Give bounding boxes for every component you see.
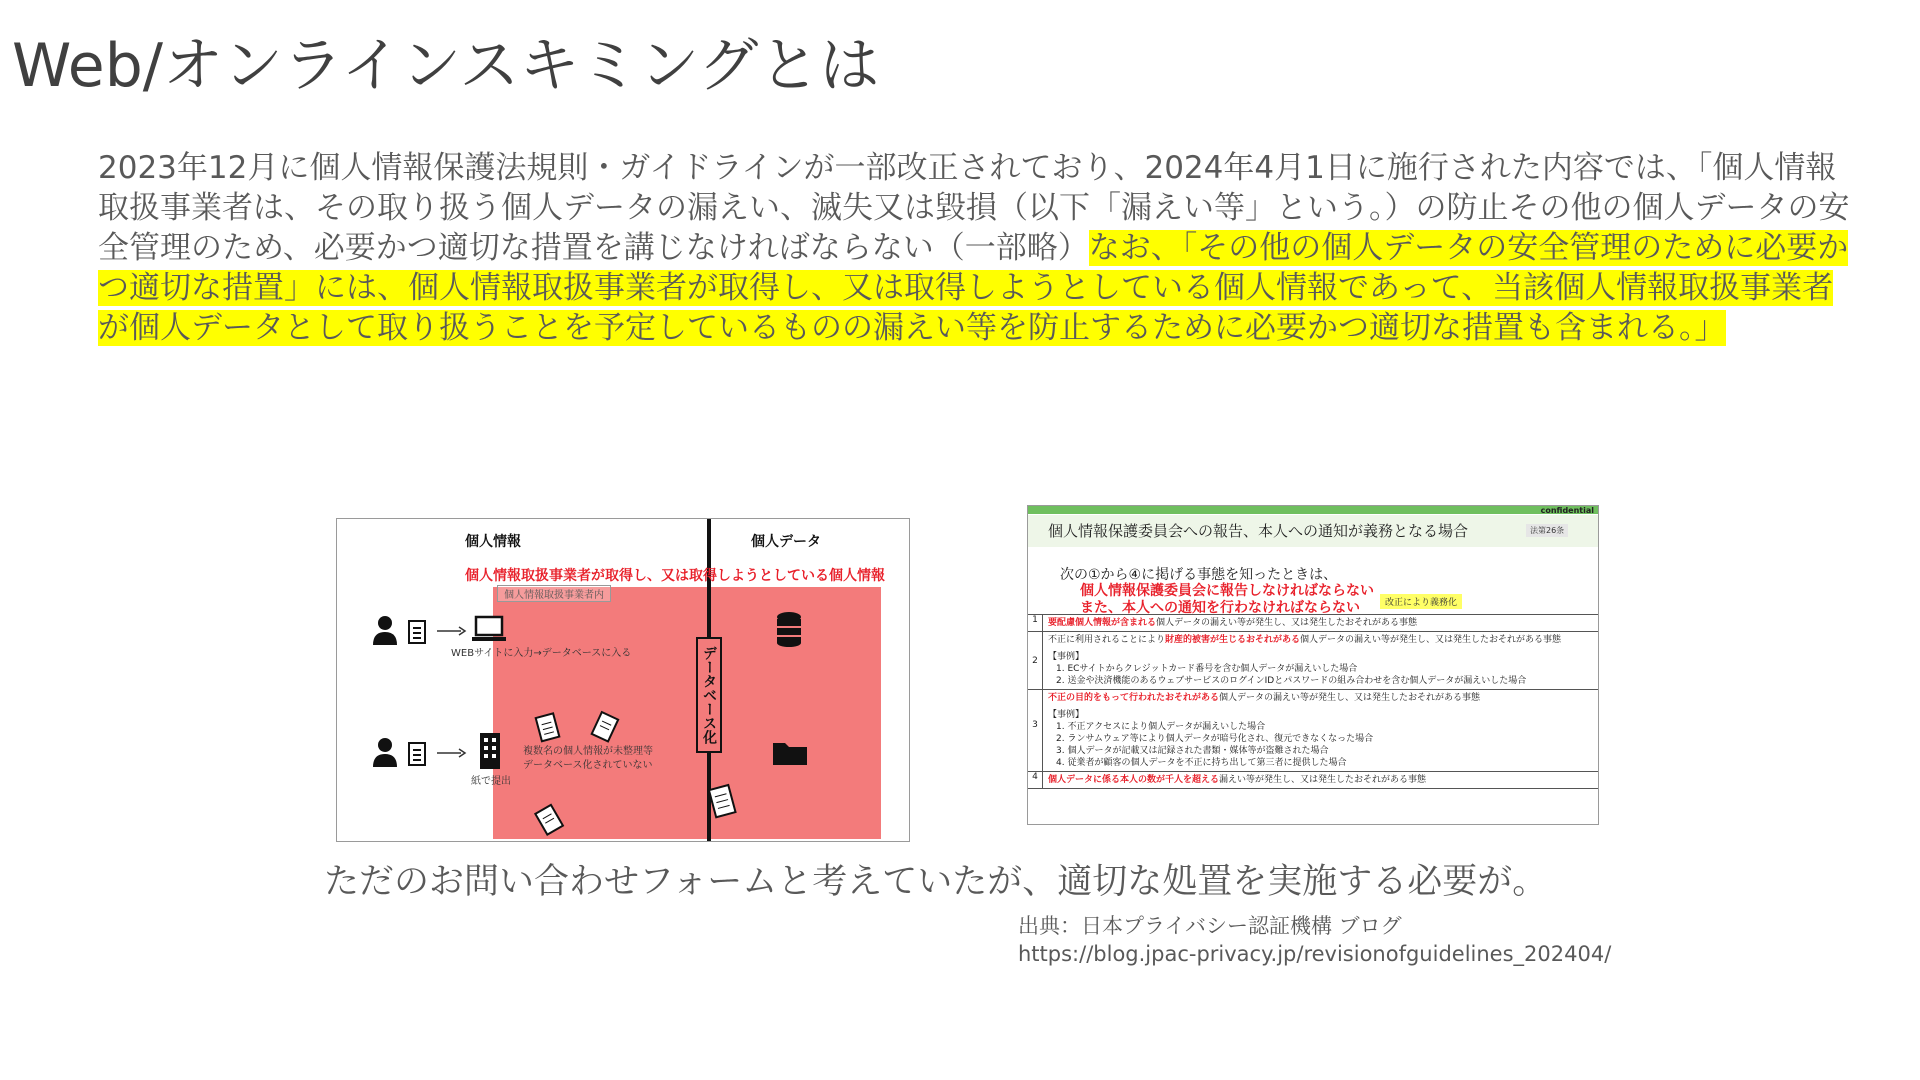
flow2-label: 紙で提出 [471,776,511,787]
arrow-right-icon-2 [437,747,467,759]
building-icon [477,731,503,771]
person-document-icon [371,615,431,647]
slide-caption: ただのお問い合わせフォームと考えていたが、適切な処置を実施する必要が。 [324,862,1548,902]
confidential-label: confidential [1540,506,1594,515]
body-paragraph [98,148,1850,348]
page-title: Web/オンラインスキミングとは [12,31,880,101]
figure-red-title: 個人情報取扱事業者が取得し、又は取得しようとしている個人情報 [465,568,885,584]
figure-report-obligation [1027,505,1599,825]
arrow-right-icon [437,625,467,637]
source-url: https://blog.jpac-privacy.jp/revisionofguidelines_202404/ [1018,942,1612,966]
person-document-icon-2 [371,737,431,769]
body-text-plain: 2023年12月に個人情報保護法規則・ガイドラインが一部改正されており、2024年4月1日に施行された内容では、「個人情報取扱事業者は、その取り扱う個人データの漏えい、滅失又は毀損（以下「漏えい等」という。）の防止その他の個人データの安全管理のため、必要かつ適切な措置を講じなければならない（一部略） [98,150,1850,266]
table-row: 2 不正に利用されることにより財産的被害が生じるおそれがある個人データの漏えい等が発生し、又は発生したおそれがある事態 【事例】 1. ECサイトからクレジットカード番号を含む個人データが漏えいした場合 2. 送金や決済機能のあるウェブサービスのログインIDとパスワードの組み合わせを含む個人データが漏えいした場合 [1028,632,1598,690]
figure-lead-text: 次の①から④に掲げる事態を知ったときは、 [1060,567,1338,583]
figure-red-line-1: 個人情報保護委員会に報告しなければならない [1080,583,1374,599]
database-icon [775,611,803,647]
laptop-icon [471,615,507,645]
header-personal-data: 個人データ [751,534,821,550]
source-citation [1018,912,1611,968]
figure-heading: 個人情報保護委員会への報告、本人への通知が義務となる場合 [1048,522,1469,540]
header-personal-info: 個人情報 [465,534,521,550]
table-row: 3 不正の目的をもって行われたおそれがある個人データの漏えい等が発生し、又は発生したおそれがある事態 【事例】 1. 不正アクセスにより個人データが漏えいした場合 2. ランサムウェア等により個人データが暗号化され、復元できなくなった場合 3. 個人データが記載又は記録された書類・媒体等が盗難された場合 4. 従業者が顧客の個人データを不正に持ち出して第三者に提供した場合 [1028,690,1598,772]
table-row: 4 個人データに係る本人の数が千人を超える漏えい等が発生し、又は発生したおそれがある事態 [1028,772,1598,789]
source-name: 出典：日本プライバシー認証機構 ブログ [1018,914,1402,938]
body-text-highlighted: なお、「その他の個人データの安全管理のために必要かつ適切な措置」には、個人情報取扱事業者が取得し、又は取得しようとしている個人情報であって、当該個人情報取扱事業者が個人データとして取り扱うことを予定しているものの漏えい等を防止するために必要かつ適切な措置も含まれる。」 [98,230,1849,346]
paper-note-2: データベース化されていない [523,760,653,771]
scattered-papers-icon [533,709,623,839]
folder-icon [771,737,811,767]
document-icon [703,779,743,829]
figure-red-line-2: また、本人への通知を行わなければならない [1080,600,1360,616]
operator-inner-label: 個人情報取扱事業者内 [497,585,611,602]
figure-personal-info-flow [336,518,910,842]
table-row: 1 要配慮個人情報が含まれる個人データの漏えい等が発生し、又は発生したおそれがある事態 [1028,615,1598,632]
law-article-tag: 法第26条 [1526,524,1568,537]
paper-note-1: 複数名の個人情報が未整理等 [523,746,653,757]
flow1-label: WEBサイトに入力→データベースに入る [451,648,632,659]
database-conversion-label: データベース化 [696,637,722,753]
obligation-table [1028,614,1598,789]
figure-top-bar [1028,506,1598,514]
mandatory-badge: 改正により義務化 [1380,594,1462,609]
